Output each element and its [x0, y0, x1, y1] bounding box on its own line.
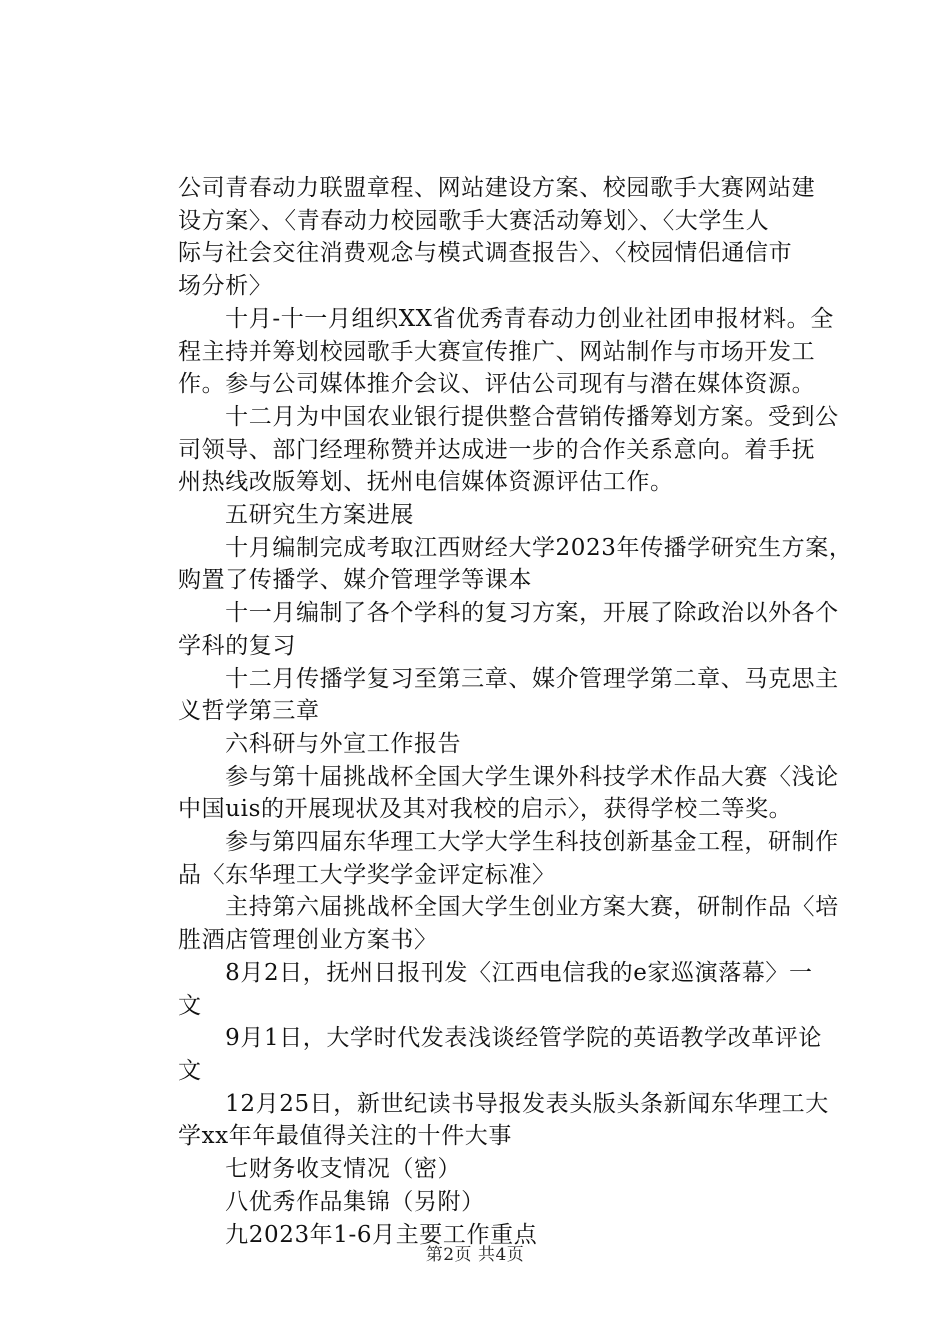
document-body [178, 172, 853, 1251]
paragraph [178, 1022, 838, 1087]
paragraph [178, 401, 838, 499]
text-line: 胜酒店管理创业方案书〉 [178, 927, 438, 954]
text-line: 场分析〉 [178, 273, 273, 300]
paragraph [178, 499, 838, 532]
text-line: 作。参与公司媒体推介会议、评估公司现有与潜在媒体资源。 [178, 371, 816, 398]
paragraph [178, 597, 838, 662]
text-line: 参与第四届东华理工大学大学生科技创新基金工程，研制作 [225, 829, 839, 856]
text-line: 程主持并筹划校园歌手大赛宣传推广、网站制作与市场开发工 [178, 338, 816, 365]
paragraph [178, 891, 838, 956]
text-line: 义哲学第三章 [178, 698, 320, 725]
text-line: 十二月为中国农业银行提供整合营销传播筹划方案。受到公 [225, 403, 839, 430]
paragraph [178, 1186, 838, 1219]
text-line: 文 [178, 1057, 202, 1084]
text-line: 购置了传播学、媒介管理学等课本 [178, 567, 532, 594]
text-line: 12月25日，新世纪读书导报发表头版头条新闻东华理工大 [225, 1090, 829, 1117]
text-line: 中国uis的开展现状及其对我校的启示〉，获得学校二等奖。 [178, 796, 793, 823]
text-line: 公司青春动力联盟章程、网站建设方案、校园歌手大赛网站建 [178, 175, 816, 201]
paragraph [178, 1153, 838, 1186]
paragraph [178, 957, 838, 1022]
text-line: 十月编制完成考取江西财经大学2023年传播学研究生方案， [225, 534, 853, 561]
paragraph [178, 532, 853, 597]
paragraph [178, 663, 838, 728]
paragraph [178, 1088, 838, 1153]
page-footer: 第2页 共4页 [425, 1245, 525, 1265]
paragraph [178, 303, 838, 401]
text-line: 十一月编制了各个学科的复习方案，开展了除政治以外各个 [225, 600, 839, 627]
text-line: 主持第六届挑战杯全国大学生创业方案大赛，研制作品〈培 [225, 894, 839, 921]
text-line: 州热线改版筹划、抚州电信媒体资源评估工作。 [178, 469, 674, 496]
text-line: 设方案〉、〈青春动力校园歌手大赛活动筹划〉、〈大学生人 [178, 207, 770, 234]
paragraph [178, 728, 838, 761]
text-line: 司领导、部门经理称赞并达成进一步的合作关系意向。着手抚 [178, 436, 816, 463]
text-line: 8月2日，抚州日报刊发〈江西电信我的e家巡演落幕〉一 [225, 959, 813, 986]
paragraph [178, 172, 838, 303]
text-line: 六科研与外宣工作报告 [225, 730, 462, 757]
text-line: 九2023年1-6月主要工作重点 [225, 1221, 538, 1248]
text-line: 五研究生方案进展 [225, 502, 414, 529]
text-line: 十月-十一月组织XX省优秀青春动力创业社团申报材料。全 [225, 305, 834, 332]
paragraph [178, 761, 838, 826]
text-line: 9月1日，大学时代发表浅谈经管学院的英语教学改革评论 [225, 1025, 823, 1052]
text-line: 际与社会交往消费观念与模式调查报告〉、〈校园情侣通信市 [178, 240, 793, 267]
text-line: 七财务收支情况（密） [225, 1156, 462, 1183]
paragraph [178, 826, 838, 891]
text-line: 品〈东华理工大学奖学金评定标准〉 [178, 861, 556, 888]
text-line: 参与第十届挑战杯全国大学生课外科技学术作品大赛〈浅论 [225, 763, 839, 790]
text-line: 八优秀作品集锦（另附） [225, 1188, 485, 1215]
text-line: 文 [178, 992, 202, 1019]
text-line: 十二月传播学复习至第三章、媒介管理学第二章、马克思主 [225, 665, 839, 692]
text-line: 学科的复习 [178, 632, 296, 659]
text-line: 学xx年年最值得关注的十件大事 [178, 1123, 512, 1150]
